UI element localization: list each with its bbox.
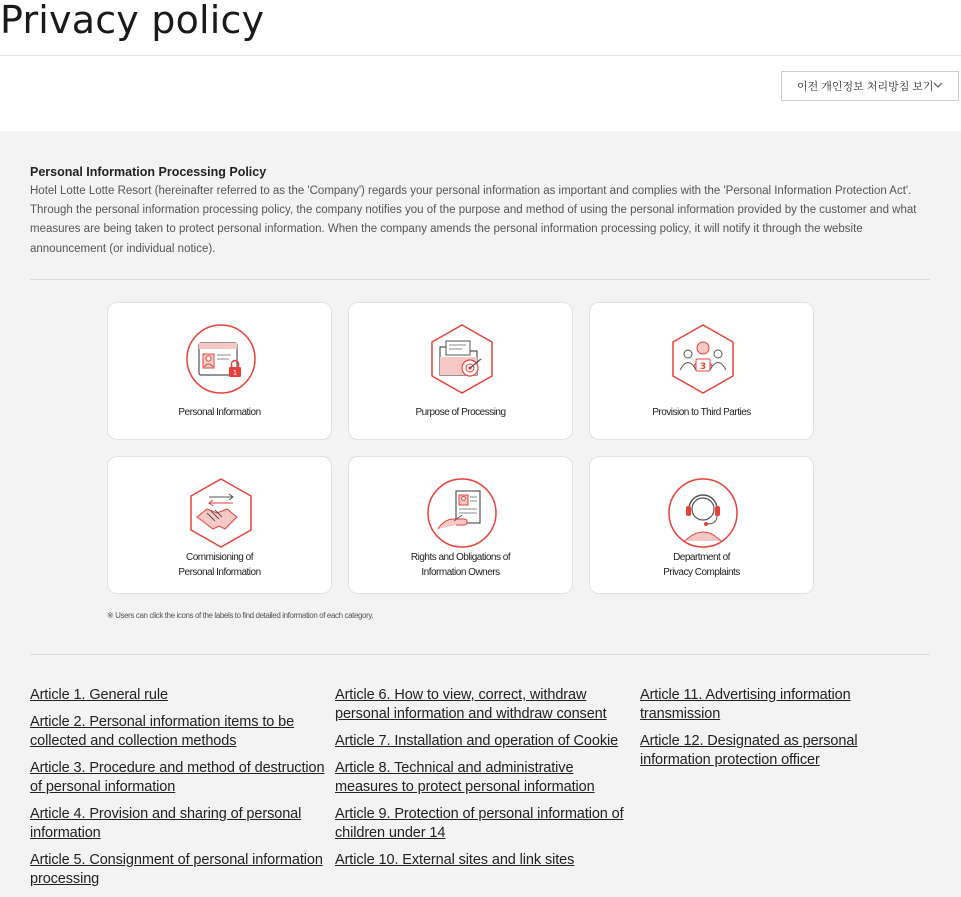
article-link-5[interactable]: Article 5. Consignment of personal information processing: [30, 852, 323, 888]
article-link-10[interactable]: Article 10. External sites and link sites: [335, 852, 575, 869]
category-label-line2: Privacy Complaints: [663, 567, 740, 578]
category-card-commisioning[interactable]: [107, 456, 332, 594]
category-label-line2: Personal Information: [178, 567, 261, 578]
headset-operator-icon: [667, 477, 739, 549]
category-label: Provision to Third Parties: [652, 407, 751, 418]
article-link-2[interactable]: Article 2. Personal information items to be collected and collection methods: [30, 713, 295, 750]
section-divider: [30, 279, 930, 280]
category-label: Personal Information: [178, 407, 261, 418]
page-title: Privacy policy: [0, 0, 265, 42]
category-label: Purpose of Processing: [415, 407, 506, 418]
category-label: [590, 550, 813, 580]
category-card-personal-information[interactable]: [107, 302, 332, 440]
id-card-lock-icon: [185, 323, 257, 395]
article-column-3: [640, 686, 880, 778]
section-divider: [30, 654, 930, 655]
category-card-provision-to-third-parties[interactable]: [589, 302, 814, 440]
third-party-users-icon: [667, 323, 739, 395]
handshake-icon: [185, 477, 257, 549]
category-label: [108, 550, 331, 580]
category-note: ※ Users can click the icons of the labels to find detailed information of each category.: [107, 611, 374, 620]
article-link-1[interactable]: Article 1. General rule: [30, 687, 168, 703]
category-card-rights-and-obligations[interactable]: [348, 456, 573, 594]
previous-version-label: 이전 개인정보 처리방침 보기: [797, 81, 934, 93]
svg-text:1: 1: [232, 369, 238, 377]
category-label-line1: Commisioning of: [186, 552, 253, 563]
article-link-3[interactable]: Article 3. Procedure and method of destruction of personal information: [30, 759, 325, 796]
article-link-8[interactable]: Article 8. Technical and administrative measures to protect personal information: [335, 759, 595, 796]
article-column-1: [30, 686, 330, 897]
article-link-4[interactable]: Article 4. Provision and sharing of personal information: [30, 805, 302, 842]
category-card-privacy-complaints[interactable]: [589, 456, 814, 594]
chevron-down-icon: [932, 79, 944, 91]
article-link-6[interactable]: Article 6. How to view, correct, withdraw personal information and withdraw consent: [335, 687, 607, 723]
policy-intro-title: Personal Information Processing Policy: [30, 165, 267, 179]
category-label-line1: Department of: [673, 552, 730, 563]
page-header: [0, 0, 961, 131]
article-link-9[interactable]: Article 9. Protection of personal information of children under 14: [335, 805, 624, 842]
category-label-line1: Rights and Obligations of: [410, 552, 511, 563]
article-link-11[interactable]: Article 11. Advertising information transmission: [640, 687, 851, 723]
category-card-purpose-of-processing[interactable]: [348, 302, 573, 440]
profile-document-hand-icon: [426, 477, 498, 549]
article-link-7[interactable]: Article 7. Installation and operation of Cookie: [335, 733, 619, 750]
category-label: [349, 550, 572, 580]
previous-version-select[interactable]: [781, 71, 959, 101]
article-column-2: [335, 686, 635, 878]
folder-target-icon: [426, 323, 498, 395]
category-label-line2: Information Owners: [421, 567, 500, 578]
title-divider: [0, 55, 961, 56]
policy-intro: [30, 163, 930, 259]
policy-intro-body: Hotel Lotte Lotte Resort (hereinafter referred to as the 'Company') regards your personal information as important and complies with the 'Personal Information Protection Act'. Through the personal information processing policy, the company notifies you of the purpose and method of using the personal information provided by the customer and what measures are being taken to protect personal information. When the company amends the personal information processing policy, it will notify it through the website announcement (or individual notice).: [30, 185, 917, 255]
svg-text:3: 3: [699, 362, 707, 372]
article-link-12[interactable]: Article 12. Designated as personal information protection officer: [640, 733, 858, 769]
